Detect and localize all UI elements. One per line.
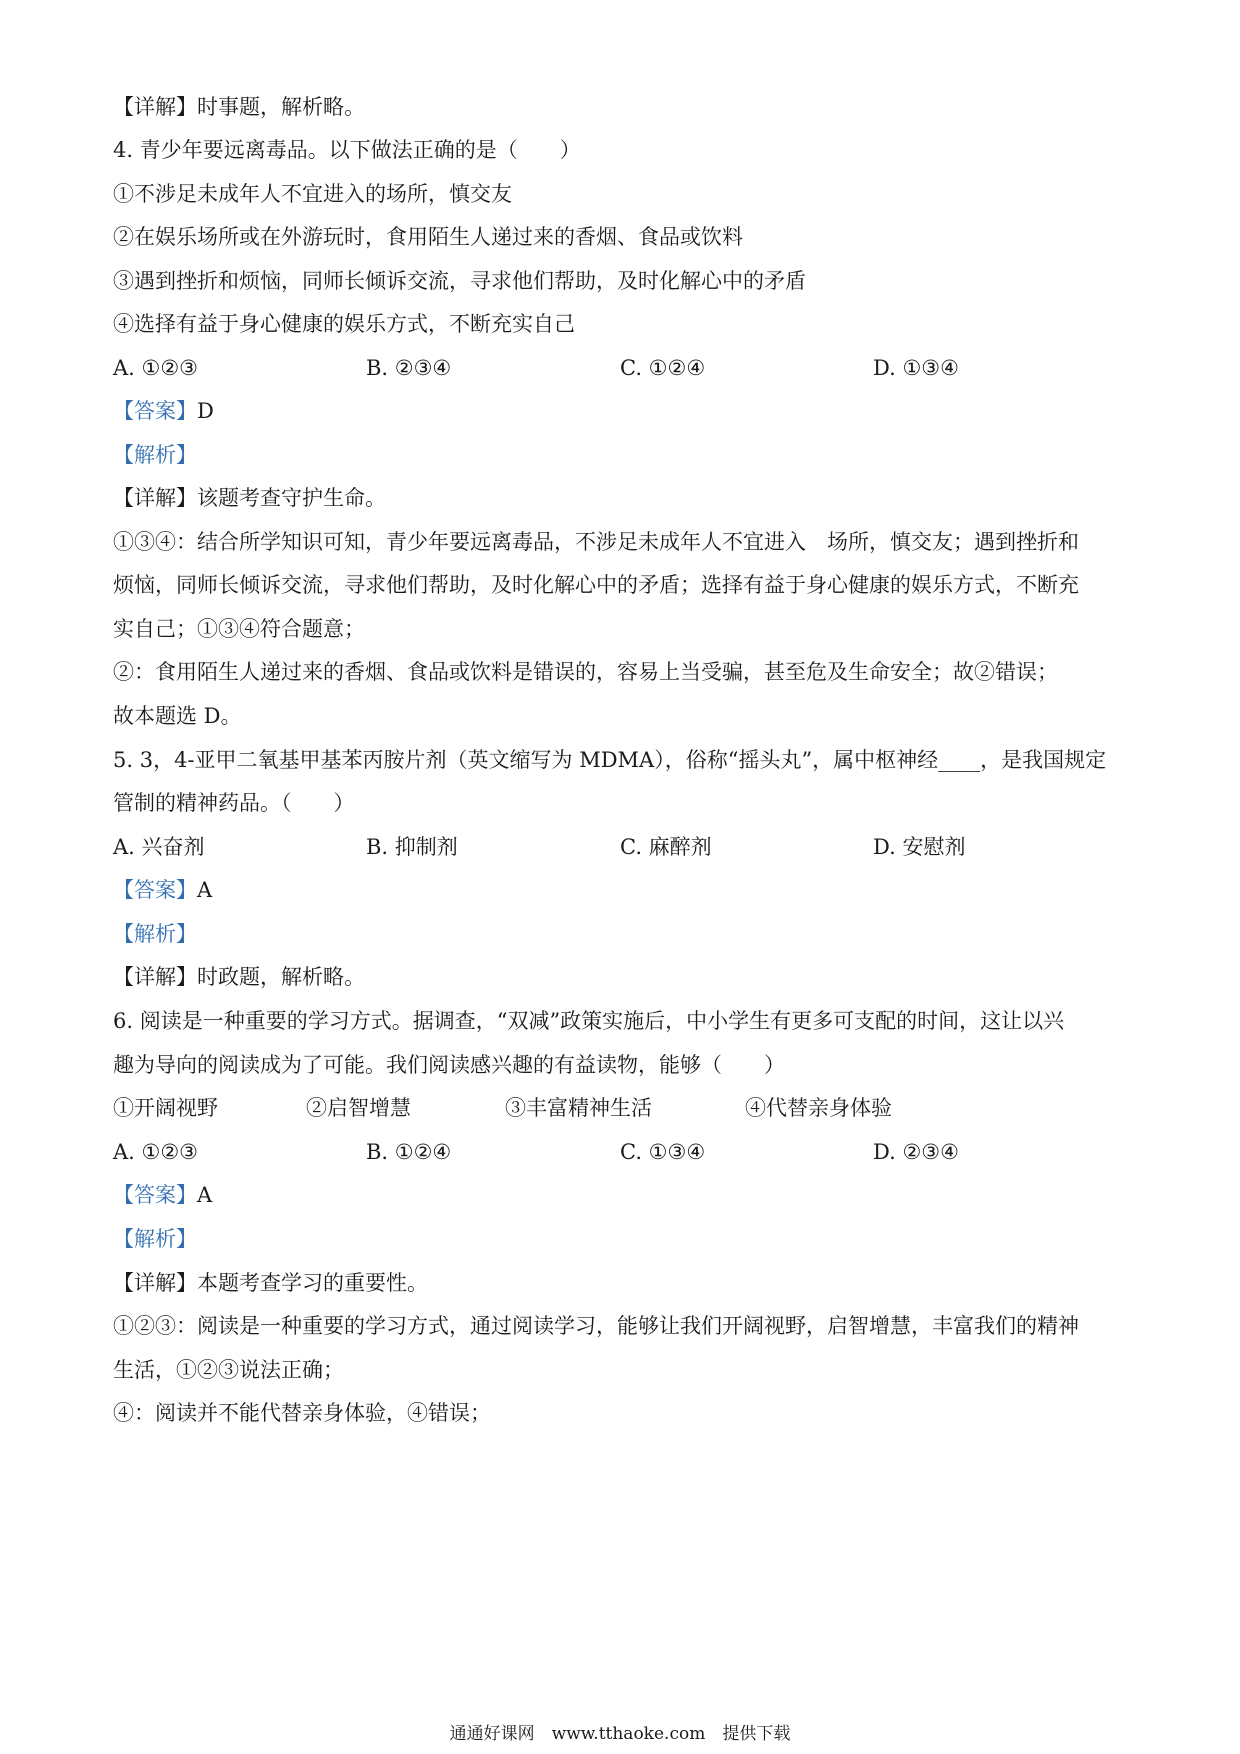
q6-explain-line-1: ①②③：阅读是一种重要的学习方式，通过阅读学习，能够让我们开阔视野，启智增慧，丰富我们的精神 xyxy=(113,1314,1079,1338)
answer-value: D xyxy=(197,399,214,423)
q4-explain-line-5: 故本题选 D。 xyxy=(113,704,242,728)
detail-text: 本题考查学习的重要性。 xyxy=(197,1271,428,1295)
detail-text: 该题考查守护生命。 xyxy=(197,486,386,510)
q6-option-a: A. ①②③ xyxy=(113,1140,198,1164)
q4-answer xyxy=(113,396,1133,426)
q4-item-1: ①不涉足未成年人不宜进入的场所，慎交友 xyxy=(113,182,512,206)
q4-detail xyxy=(113,483,1133,513)
detail-tag: 【详解】 xyxy=(113,1271,197,1295)
q6-option-c: C. ①③④ xyxy=(620,1140,706,1164)
q4-option-b: B. ②③④ xyxy=(366,356,452,380)
detail-tag: 【详解】 xyxy=(113,95,197,119)
q3-detail xyxy=(113,92,1133,122)
q6-option-d: D. ②③④ xyxy=(873,1140,959,1164)
answer-value: A xyxy=(197,878,213,902)
answer-tag: 【答案】 xyxy=(113,878,197,902)
q5-detail xyxy=(113,962,1133,992)
q6-explain-line-3: ④：阅读并不能代替亲身体验，④错误； xyxy=(113,1401,491,1425)
q4-analysis-tag: 【解析】 xyxy=(113,443,197,467)
detail-text: 时事题，解析略。 xyxy=(197,95,365,119)
answer-tag: 【答案】 xyxy=(113,399,197,423)
q6-item-2: ②启智增慧 xyxy=(306,1096,411,1120)
q5-answer xyxy=(113,875,1133,905)
q6-analysis-tag: 【解析】 xyxy=(113,1227,197,1251)
q6-stem-line-2: 趣为导向的阅读成为了可能。我们阅读感兴趣的有益读物，能够（ ） xyxy=(113,1053,785,1077)
q4-explain-line-1: ①③④：结合所学知识可知，青少年要远离毒品，不涉足未成年人不宜进入 场所，慎交友；遇到挫折和 xyxy=(113,530,1079,554)
q4-item-2: ②在娱乐场所或在外游玩时，食用陌生人递过来的香烟、食品或饮料 xyxy=(113,225,743,249)
q5-option-c: C. 麻醉剂 xyxy=(620,835,712,859)
q6-item-1: ①开阔视野 xyxy=(113,1096,218,1120)
q5-stem-line-2: 管制的精神药品。（ ） xyxy=(113,791,355,815)
q4-explain-line-2: 烦恼，同师长倾诉交流，寻求他们帮助，及时化解心中的矛盾；选择有益于身心健康的娱乐方式，不断充 xyxy=(113,573,1079,597)
detail-text: 时政题，解析略。 xyxy=(197,965,365,989)
q6-detail xyxy=(113,1268,1133,1298)
q4-option-d: D. ①③④ xyxy=(873,356,959,380)
q6-answer xyxy=(113,1180,1133,1210)
q5-option-a: A. 兴奋剂 xyxy=(113,835,205,859)
answer-tag: 【答案】 xyxy=(113,1183,197,1207)
q6-explain-line-2: 生活，①②③说法正确； xyxy=(113,1358,344,1382)
q6-item-3: ③丰富精神生活 xyxy=(505,1096,652,1120)
q6-option-b: B. ①②④ xyxy=(366,1140,452,1164)
q4-item-4: ④选择有益于身心健康的娱乐方式，不断充实自己 xyxy=(113,312,575,336)
q6-item-4: ④代替亲身体验 xyxy=(745,1096,892,1120)
answer-value: A xyxy=(197,1183,213,1207)
detail-tag: 【详解】 xyxy=(113,486,197,510)
page-footer: 通通好课网 www.tthaoke.com 提供下载 xyxy=(449,1724,791,1744)
q4-explain-line-3: 实自己；①③④符合题意； xyxy=(113,617,365,641)
q5-option-d: D. 安慰剂 xyxy=(873,835,966,859)
q4-stem: 4. 青少年要远离毒品。以下做法正确的是（ ） xyxy=(113,138,581,162)
q4-option-a: A. ①②③ xyxy=(113,356,198,380)
q4-explain-line-4: ②：食用陌生人递过来的香烟、食品或饮料是错误的，容易上当受骗，甚至危及生命安全；故②错误； xyxy=(113,660,1058,684)
detail-tag: 【详解】 xyxy=(113,965,197,989)
q4-option-c: C. ①②④ xyxy=(620,356,706,380)
q5-analysis-tag: 【解析】 xyxy=(113,922,197,946)
q6-stem-line-1: 6. 阅读是一种重要的学习方式。据调查，“双减”政策实施后，中小学生有更多可支配的时间，这让以兴 xyxy=(113,1009,1065,1033)
q5-stem-line-1: 5. 3，4-亚甲二氧基甲基苯丙胺片剂（英文缩写为 MDMA），俗称“摇头丸”，属中枢神经____，是我国规定 xyxy=(113,748,1107,772)
q5-option-b: B. 抑制剂 xyxy=(366,835,458,859)
q4-item-3: ③遇到挫折和烦恼，同师长倾诉交流，寻求他们帮助，及时化解心中的矛盾 xyxy=(113,269,806,293)
